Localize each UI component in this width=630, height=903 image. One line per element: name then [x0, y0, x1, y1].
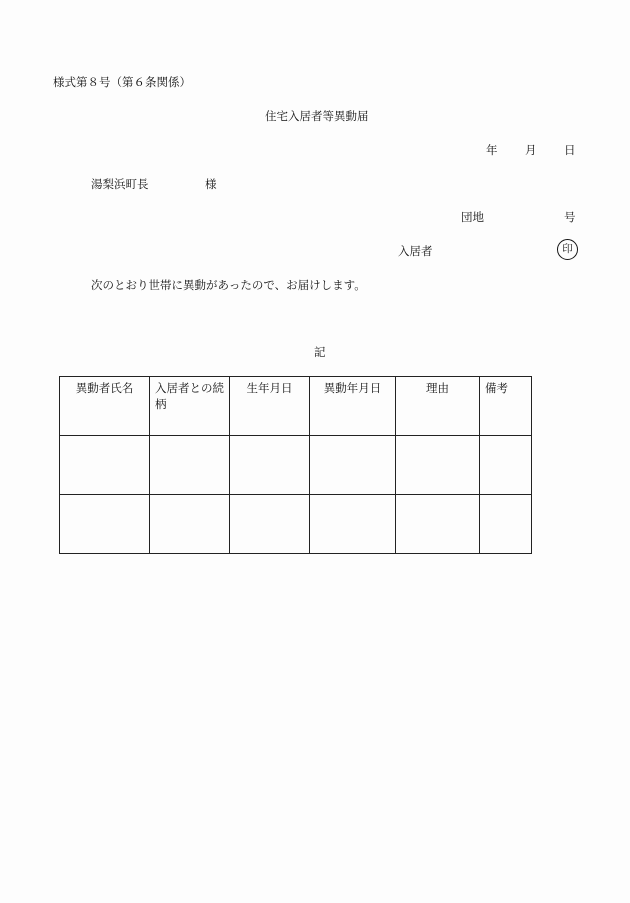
- table-cell[interactable]: [480, 495, 532, 554]
- table-cell[interactable]: [60, 436, 150, 495]
- table-cell[interactable]: [396, 495, 480, 554]
- section-mark: 記: [314, 345, 326, 359]
- addressee-honorific: 様: [205, 177, 217, 191]
- header-birth-date: 生年月日: [230, 377, 310, 436]
- date-year-label: 年: [486, 143, 498, 157]
- complex-label: 団地: [461, 210, 484, 224]
- table-row: [60, 495, 532, 554]
- statement-text: 次のとおり世帯に異動があったので、お届けします。: [91, 278, 366, 292]
- date-month-label: 月: [525, 143, 537, 157]
- form-number: 様式第８号（第６条関係）: [53, 75, 191, 89]
- header-reason: 理由: [396, 377, 480, 436]
- table-cell[interactable]: [310, 436, 396, 495]
- header-relationship: 入居者との続柄: [150, 377, 230, 436]
- table-cell[interactable]: [150, 495, 230, 554]
- complex-number-label: 号: [564, 210, 576, 224]
- header-changed-person-name: 異動者氏名: [60, 377, 150, 436]
- table-cell[interactable]: [150, 436, 230, 495]
- header-remarks: 備考: [480, 377, 532, 436]
- table-cell[interactable]: [310, 495, 396, 554]
- table-cell[interactable]: [230, 495, 310, 554]
- header-change-date: 異動年月日: [310, 377, 396, 436]
- table-cell[interactable]: [230, 436, 310, 495]
- table-header-row: [60, 377, 532, 436]
- form-title: 住宅入居者等異動届: [265, 109, 369, 123]
- table-row: [60, 436, 532, 495]
- date-day-label: 日: [564, 143, 576, 157]
- addressee-name: 湯梨浜町長: [91, 177, 149, 191]
- resident-label: 入居者: [398, 244, 433, 258]
- table-cell[interactable]: [60, 495, 150, 554]
- table-cell[interactable]: [396, 436, 480, 495]
- table-cell[interactable]: [480, 436, 532, 495]
- change-entries-table: [59, 376, 532, 554]
- seal-stamp-mark: 印: [557, 239, 578, 260]
